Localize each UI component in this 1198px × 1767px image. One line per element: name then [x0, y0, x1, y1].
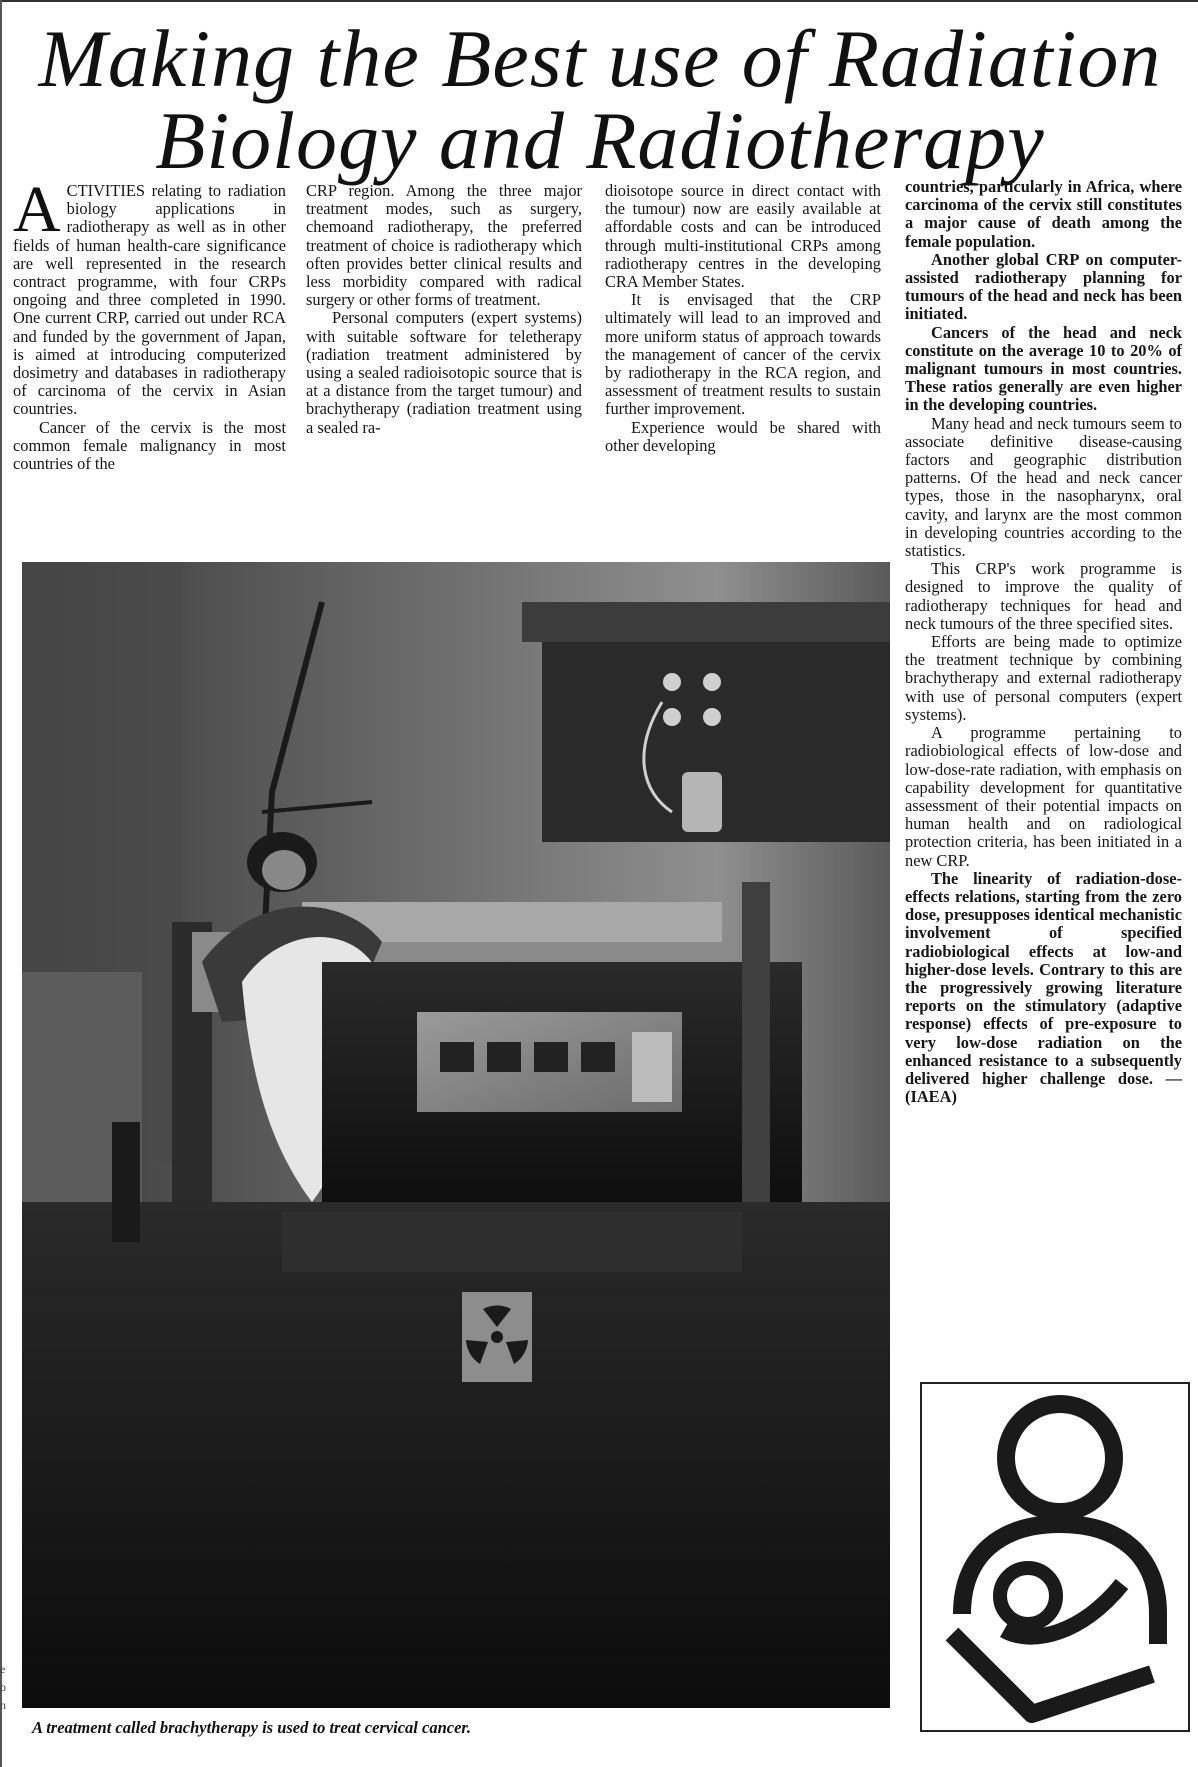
paragraph: A programme pertaining to radiobiological effects of low-dose and low-dose-rate radiation, with emphasis on capability development for quantitative assessment of their potential impacts on human health and on radiological protection criteria, has been initiated in a new CRP.	[905, 723, 1182, 870]
mother-and-child-logo-box	[920, 1382, 1190, 1732]
treatment-photo	[22, 562, 890, 1708]
top-rule	[0, 0, 1198, 2]
paragraph: This CRP's work programme is designed to improve the quality of radiotherapy techniques for head and neck tumours of the three specified sites.	[905, 559, 1182, 633]
paragraph: CRP region. Among the three major treatment modes, such as surgery, chemoand radiotherapy, the preferred treatment of choice is radiotherapy which often provides better clinical results and less morbidity compared with radical surgery or other forms of treatment.	[306, 181, 582, 310]
paragraph	[13, 173, 286, 419]
paragraph: dioisotope source in direct contact with the tumour) now are easily available at affordable costs and can be introduced through multi-institutional CRPs among radiotherapy centres in the developing CRA Member States.	[605, 181, 881, 292]
photo-illustration	[22, 562, 890, 1708]
margin-fragment: e o n	[0, 1662, 6, 1712]
photo-caption: A treatment called brachytherapy is used to treat cervical cancer.	[32, 1718, 472, 1737]
left-rule	[0, 0, 2, 1767]
article-column-2	[306, 182, 582, 437]
paragraph: Experience would be shared with other developing	[605, 417, 881, 455]
paragraph: Efforts are being made to optimize the treatment technique by combining brachytherapy and external radiotherapy with use of personal computers (expert systems).	[905, 632, 1182, 724]
headline-line-2: Biology and Radiotherapy	[155, 95, 1045, 186]
headline-line-1: Making the Best use of Radiation	[38, 13, 1162, 104]
drop-cap: A	[13, 173, 61, 246]
article-column-4	[905, 178, 1182, 1106]
paragraph: The linearity of radiation-dose-effects relations, starting from the zero dose, presupposes identical mechanistic involvement of specified radiobiological effects at low-and higher-dose levels. Contrary to this are the progressively growing literature reports on the stimulatory (adaptive response) effects of pre-exposure to very low-dose radiation on the enhanced resistance to a subsequently delivered higher challenge dose. — (IAEA)	[905, 868, 1182, 1107]
mother-and-child-icon	[922, 1384, 1188, 1730]
paragraph-text: CTIVITIES relating to radiation biology applications in radiotherapy as well as in other fields of human health-care significance are well represented in the research contract programme, with four CRPs ongoing and three completed in 1990. One current CRP, carried out under RCA and funded by the government of Japan, is aimed at introducing computerized dosimetry and databases in radiotherapy of carcinoma of the cervix in Asian countries.	[13, 181, 286, 419]
paragraph: Many head and neck tumours seem to associate definitive disease-causing factors and geographic distribution patterns. Of the head and neck cancer types, those in the nasopharynx, oral cavity, and larynx are the most common in developing countries according to the statistics.	[905, 413, 1182, 561]
paragraph: Personal computers (expert systems) with suitable software for teletherapy (radiation treatment administered by using a sealed radioisotopic source that is at a distance from the target tumour) and brachytherapy (radiation treatment using a sealed ra-	[306, 308, 582, 437]
article-column-1	[13, 173, 286, 474]
paragraph: It is envisaged that the CRP ultimately will lead to an improved and more uniform status of approach towards the management of cancer of the cervix by radiotherapy in the RCA region, and assessment of treatment results to sustain further improvement.	[605, 290, 881, 419]
paragraph: countries, particularly in Africa, where carcinoma of the cervix still constitutes a major cause of death among the female population.	[905, 177, 1182, 251]
paragraph: Cancer of the cervix is the most common female malignancy in most countries of the	[13, 417, 286, 474]
paragraph: Cancers of the head and neck constitute on the average 10 to 20% of malignant tumours in most countries. These ratios generally are even higher in the developing countries.	[905, 322, 1182, 415]
article-column-3	[605, 182, 881, 455]
paragraph: Another global CRP on computer-assisted radiotherapy planning for tumours of the head and neck has been initiated.	[905, 249, 1182, 324]
